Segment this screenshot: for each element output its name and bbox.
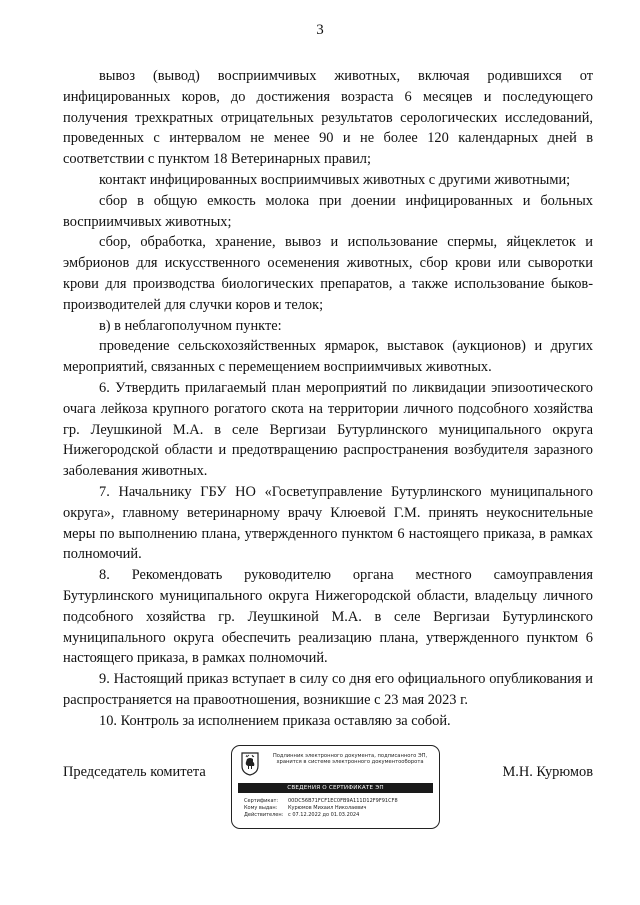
page-number: 3 <box>316 22 324 38</box>
stamp-certificate-row <box>244 798 434 805</box>
stamp-title-bar: СВЕДЕНИЯ О СЕРТИФИКАТЕ ЭП <box>238 783 433 793</box>
paragraph-item-8: 8. Рекомендовать руководителю органа местного самоуправления Бутурлинского муниципального округа Нижегородской области, владельцу личного подсобного хозяйства гр. Леушкиной М.А. в селе Вергизаи Бутурлинского муниципального округа обеспечить реализацию плана, утвержденного пунктом 6 настоящего приказа, в рамках полномочий. <box>63 567 593 667</box>
stamp-certificate-details <box>244 798 434 819</box>
document-body <box>63 66 593 732</box>
paragraph-unfavorable-point: в) в неблагополучном пункте: <box>99 317 282 334</box>
paragraph-semen-restriction: сбор, обработка, хранение, вывоз и использование спермы, яйцеклеток и эмбрионов для искусственного осеменения животных, сбор крови или сыворотки крови для производства биологических препаратов, а также использование быков-производителей для случки коров и телок; <box>63 234 593 313</box>
coat-of-arms-deer-icon <box>240 752 260 776</box>
issued-to-value: Курюмов Михаил Николаевич <box>288 805 367 811</box>
paragraph-item-7: 7. Начальнику ГБУ НО «Госветуправление Бутурлинского муниципального округа», главному ветеринарному врачу Клюевой Г.М. принять неукоснительные меры по выполнению плана, утвержденного пунктом 6 настоящего приказа, в рамках полномочий. <box>63 483 593 563</box>
certificate-value: 00DC56B71FCF1EC0FB9A111D12F9F91CF8 <box>288 798 398 804</box>
paragraph-item-6: 6. Утвердить прилагаемый план мероприятий по ликвидации эпизоотического очага лейкоза крупного рогатого скота на территории личного подсобного хозяйства гр. Леушкиной М.А. в селе Вергизаи Бутурлинского муниципального округа Нижегородской области и предотвращению распространения возбудителя заразного заболевания животных. <box>63 379 593 480</box>
paragraph-item-10: 10. Контроль за исполнением приказа оставляю за собой. <box>99 712 451 729</box>
stamp-header-line-1: Подлинник электронного документа, подписанного ЭП, <box>272 753 428 759</box>
validity-value: с 07.12.2022 до 01.03.2024 <box>288 812 360 818</box>
stamp-header <box>266 753 434 766</box>
electronic-signature-stamp <box>231 745 440 829</box>
paragraph-transport-restriction: вывоз (вывод) восприимчивых животных, включая родившихся от инфицированных коров, до достижения возраста 6 месяцев и последующего получения трехкратных отрицательных результатов серологических исследований, проведенных с интервалом не менее 90 и не более 120 календарных дней в соответствии с пунктом 18 Ветеринарных правил; <box>63 68 593 168</box>
signer-position: Председатель комитета <box>63 764 206 780</box>
paragraph-item-9: 9. Настоящий приказ вступает в силу со дня его официального опубликования и распространяется на правоотношения, возникшие с 23 мая 2023 г. <box>63 671 593 708</box>
issued-to-label: Кому выдан: <box>244 805 278 811</box>
stamp-issued-to-row <box>244 805 434 812</box>
paragraph-milk-restriction: сбор в общую емкость молока при доении инфицированных и больных восприимчивых животных; <box>63 192 593 230</box>
stamp-header-line-2: хранится в системе электронного документооборота <box>276 759 424 766</box>
stamp-validity-row <box>244 812 434 819</box>
certificate-label: Сертификат: <box>244 798 279 804</box>
signer-name: М.Н. Курюмов <box>502 764 593 780</box>
paragraph-contact-restriction: контакт инфицированных восприимчивых животных с другими животными; <box>99 171 571 188</box>
validity-label: Действителен: <box>244 812 284 818</box>
paragraph-fairs-restriction: проведение сельскохозяйственных ярмарок, выставок (аукционов) и других мероприятий, связанных с перемещением восприимчивых животных. <box>63 338 593 376</box>
